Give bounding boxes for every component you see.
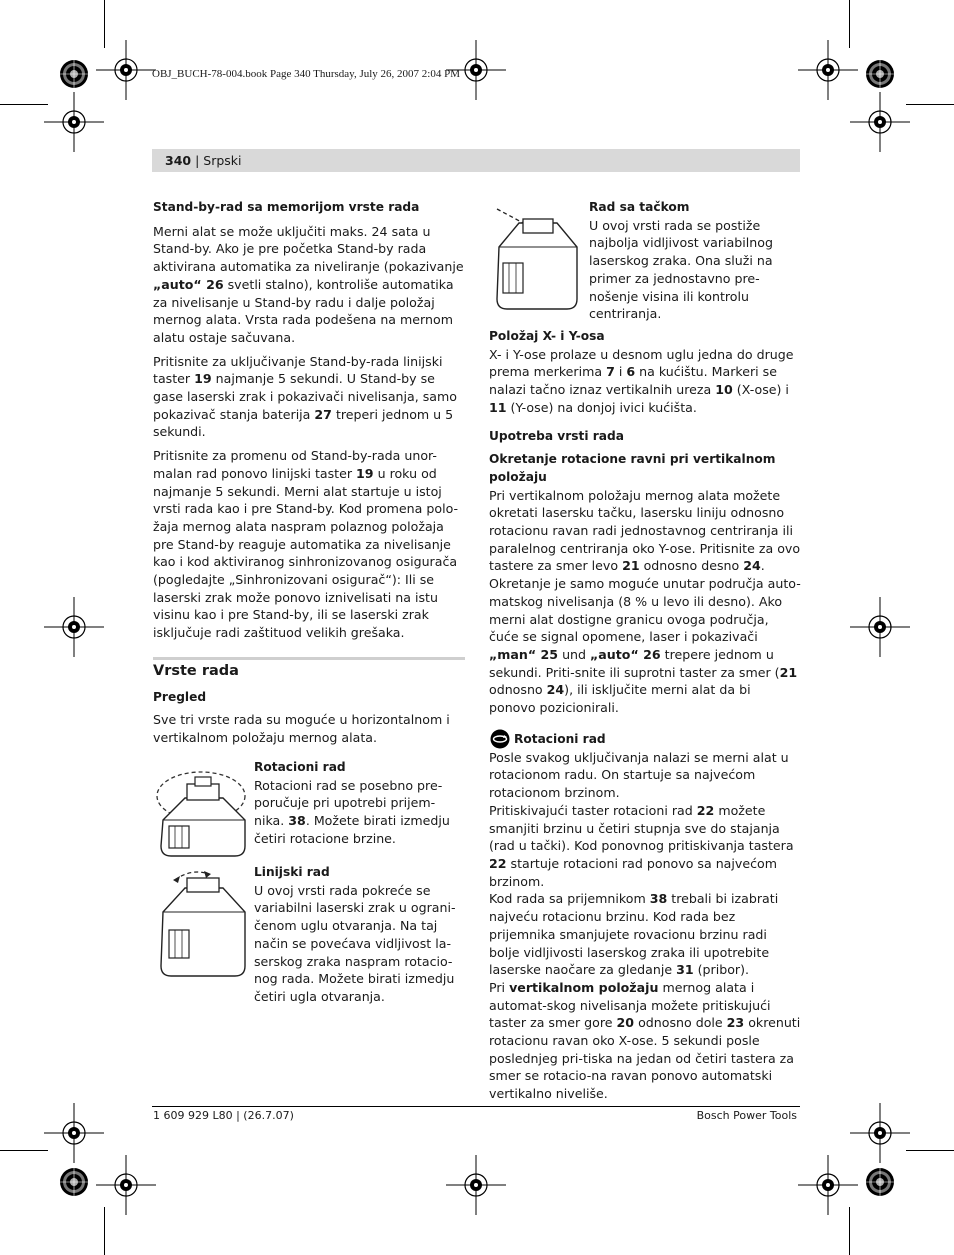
point-mode-block: [589, 199, 801, 323]
pregled-text: Sve tri vrste rada su moguće u horizontalnom i vertikalnom položaju mernog alata.: [153, 712, 450, 746]
footer-brand: Bosch Power Tools: [696, 1109, 797, 1122]
rotation-mode-block: [254, 759, 464, 848]
page-number: 340: [165, 153, 192, 168]
right-column: [489, 328, 801, 1103]
left-column: [153, 199, 465, 642]
point-mode-heading: Rad sa tačkom: [589, 200, 690, 214]
rotation-plane-heading: Okretanje rotacione ravni pri vertikalnom položaju: [489, 452, 776, 484]
rotation-mode-illustration: [153, 760, 253, 862]
left-column-lower: [153, 663, 465, 747]
pregled-heading: Pregled: [153, 689, 207, 704]
usage-heading: Upotreba vrsti rada: [489, 428, 624, 443]
footer-rule: [152, 1106, 800, 1107]
rotary-mode-heading: Rotacioni rad: [489, 729, 801, 749]
page-header-bar: [152, 149, 800, 172]
rotary-mode-text-1: Posle svakog uključivanja nalazi se merni alat u rotacionom radu. On startuje sa najvećom rotacionom brzinom.: [489, 749, 789, 801]
line-mode-block: [254, 864, 464, 1006]
standby-heading: Stand-by-rad sa memorijom vrste rada: [153, 200, 420, 214]
rotation-plane-text-2: Okretanje je samo moguće unutar područja auto-matskog nivelisanja (8 % u levo ili desno). Ako merni alat dostigne granicu ovoga područja, čuće se signal opomene, laser i pokazivači „man“ 25 und „auto“ 26 trepere jednom u sekundi. Priti-snite ili suprotni taster za smer (21 odnosno 24), ili isključite merni alat da bi ponovo pozicionirali.: [489, 576, 801, 716]
rotary-mode-text-2: Pritiskivajući taster rotacioni rad 22 možete smanjiti brzinu u četiri stupnja sve do stajanja (rad u tački). Kod ponovnog pritiskivanja tastera 22 startuje rotacioni rad ponovo sa najvećom brzinom.: [489, 802, 794, 889]
page-header: [165, 153, 242, 168]
rotation-mode-text: Rotacioni rad se posebno pre-poručuje pri upotrebi prijem-nika. 38. Možete birati izmedju četiri rotacione brzine.: [254, 777, 450, 846]
point-mode-text: U ovoj vrsti rada se postiže najbolja vidljivost variabilnog laserskog zraka. Ona služi na primer za jednostavno pre-nošenje visina ili kontrolu centriranja.: [589, 217, 773, 322]
rotation-mode-icon: [489, 729, 511, 749]
rotary-mode-text-4: Pri vertikalnom položaju mernog alata i automat-skog nivelisanja možete pritiskujući taster za smer gore 20 odnosno dole 23 okrenuti rotacionu ravan oko X-ose. 5 sekundi posle poslednjeg pri-tiska na jedan od četiri tastera za smer se rotacio-na ravan ponovo automatski vertikalno niveliše.: [489, 979, 801, 1102]
footer-doc-number: 1 609 929 L80 | (26.7.07): [153, 1109, 294, 1122]
section-rule: [153, 657, 465, 660]
rotary-mode-text-3: Kod rada sa prijemnikom 38 trebali bi izabrati najveću rotacionu brzinu. Kod rada bez prijemnika smanjujete rovacionu brzinu radi bolje vidljivosti laserskog zraka ili upotrebite laserske naočare za gledanje 31 (pribor).: [489, 891, 779, 978]
section-title: Vrste rada: [153, 663, 239, 679]
line-mode-illustration: [153, 866, 253, 986]
standby-paragraph-2: Pritisnite za uključivanje Stand-by-rada linijski taster 19 najmanje 5 sekundi. U Stand-by se gase laserski zrak i pokazivači nivelisanja, samo pokazivač stanja baterija 27 treperi jednom u 5 sekundi.: [153, 353, 457, 440]
print-headline: OBJ_BUCH-78-004.book Page 340 Thursday, July 26, 2007 2:04 PM: [152, 68, 461, 80]
standby-paragraph-1: Merni alat se može uključiti maks. 24 sata u Stand-by. Ako je pre početka Stand-by rada aktivirana automatika za niveliranje (pokazivanje „auto“ 26 svetli stalno), kontroliše automatika za nivelisanje u Stand-by radu i dalje položaj mernog alata. Vrsta rada podešena na mernom alatu ostaje sačuvana.: [153, 223, 464, 345]
xy-axis-heading: Položaj X- i Y-osa: [489, 329, 605, 343]
line-mode-text: U ovoj vrsti rada pokreće se variabilni laserski zrak u ograni-čenom uglu otvaranja. Na taj način se povećava vidljivost la-serskog zraka naspram rotacio-nog rada. Možete birati izmedju četiri ugla otvaranja.: [254, 882, 456, 1004]
standby-paragraph-3: Pritisnite za promenu od Stand-by-rada unor-malan rad ponovo linijski taster 19 u roku od najmanje 5 sekundi. Merni alat startuje u istoj vrsti rada kao i pre Stand-by. Kod promena polo-žaja mernog alata naspram polaznog položaja pre Stand-by reaguje automatika za nivelisanje kao i kod aktiviranog sinhronizovanog osigurača (pogledajte „Sinhronizovani osigurač“): Ili se laserski zrak može ponovo iznivelisati na istu visinu kao i pre Stand-by, ili se laserski zrak isključuje radi zaštituod velikih grešaka.: [153, 448, 459, 641]
rotation-mode-heading: Rotacioni rad: [254, 760, 346, 774]
xy-axis-text: X- i Y-ose prolaze u desnom uglu jedna do druge prema merkerima 7 i 6 na kućištu. Markeri se nalazi tačno iznaz vertikalnih ureza 10 (X-ose) i 11 (Y-ose) na donjoj ivici kućišta.: [489, 346, 794, 415]
header-language: Srpski: [203, 153, 242, 168]
rotation-plane-text-1: Pri vertikalnom položaju mernog alata možete okretati lasersku tačku, lasersku liniju odnosno rotacionu ravan radi jednostavnog centriranja ili paralelnog centriranja oko Y-ose. Pritisnite za ovo tastere za smer levo 21 odnosno desno 24.: [489, 487, 801, 574]
header-separator: |: [191, 153, 204, 168]
line-mode-heading: Linijski rad: [254, 865, 330, 879]
point-mode-illustration: [489, 203, 585, 315]
